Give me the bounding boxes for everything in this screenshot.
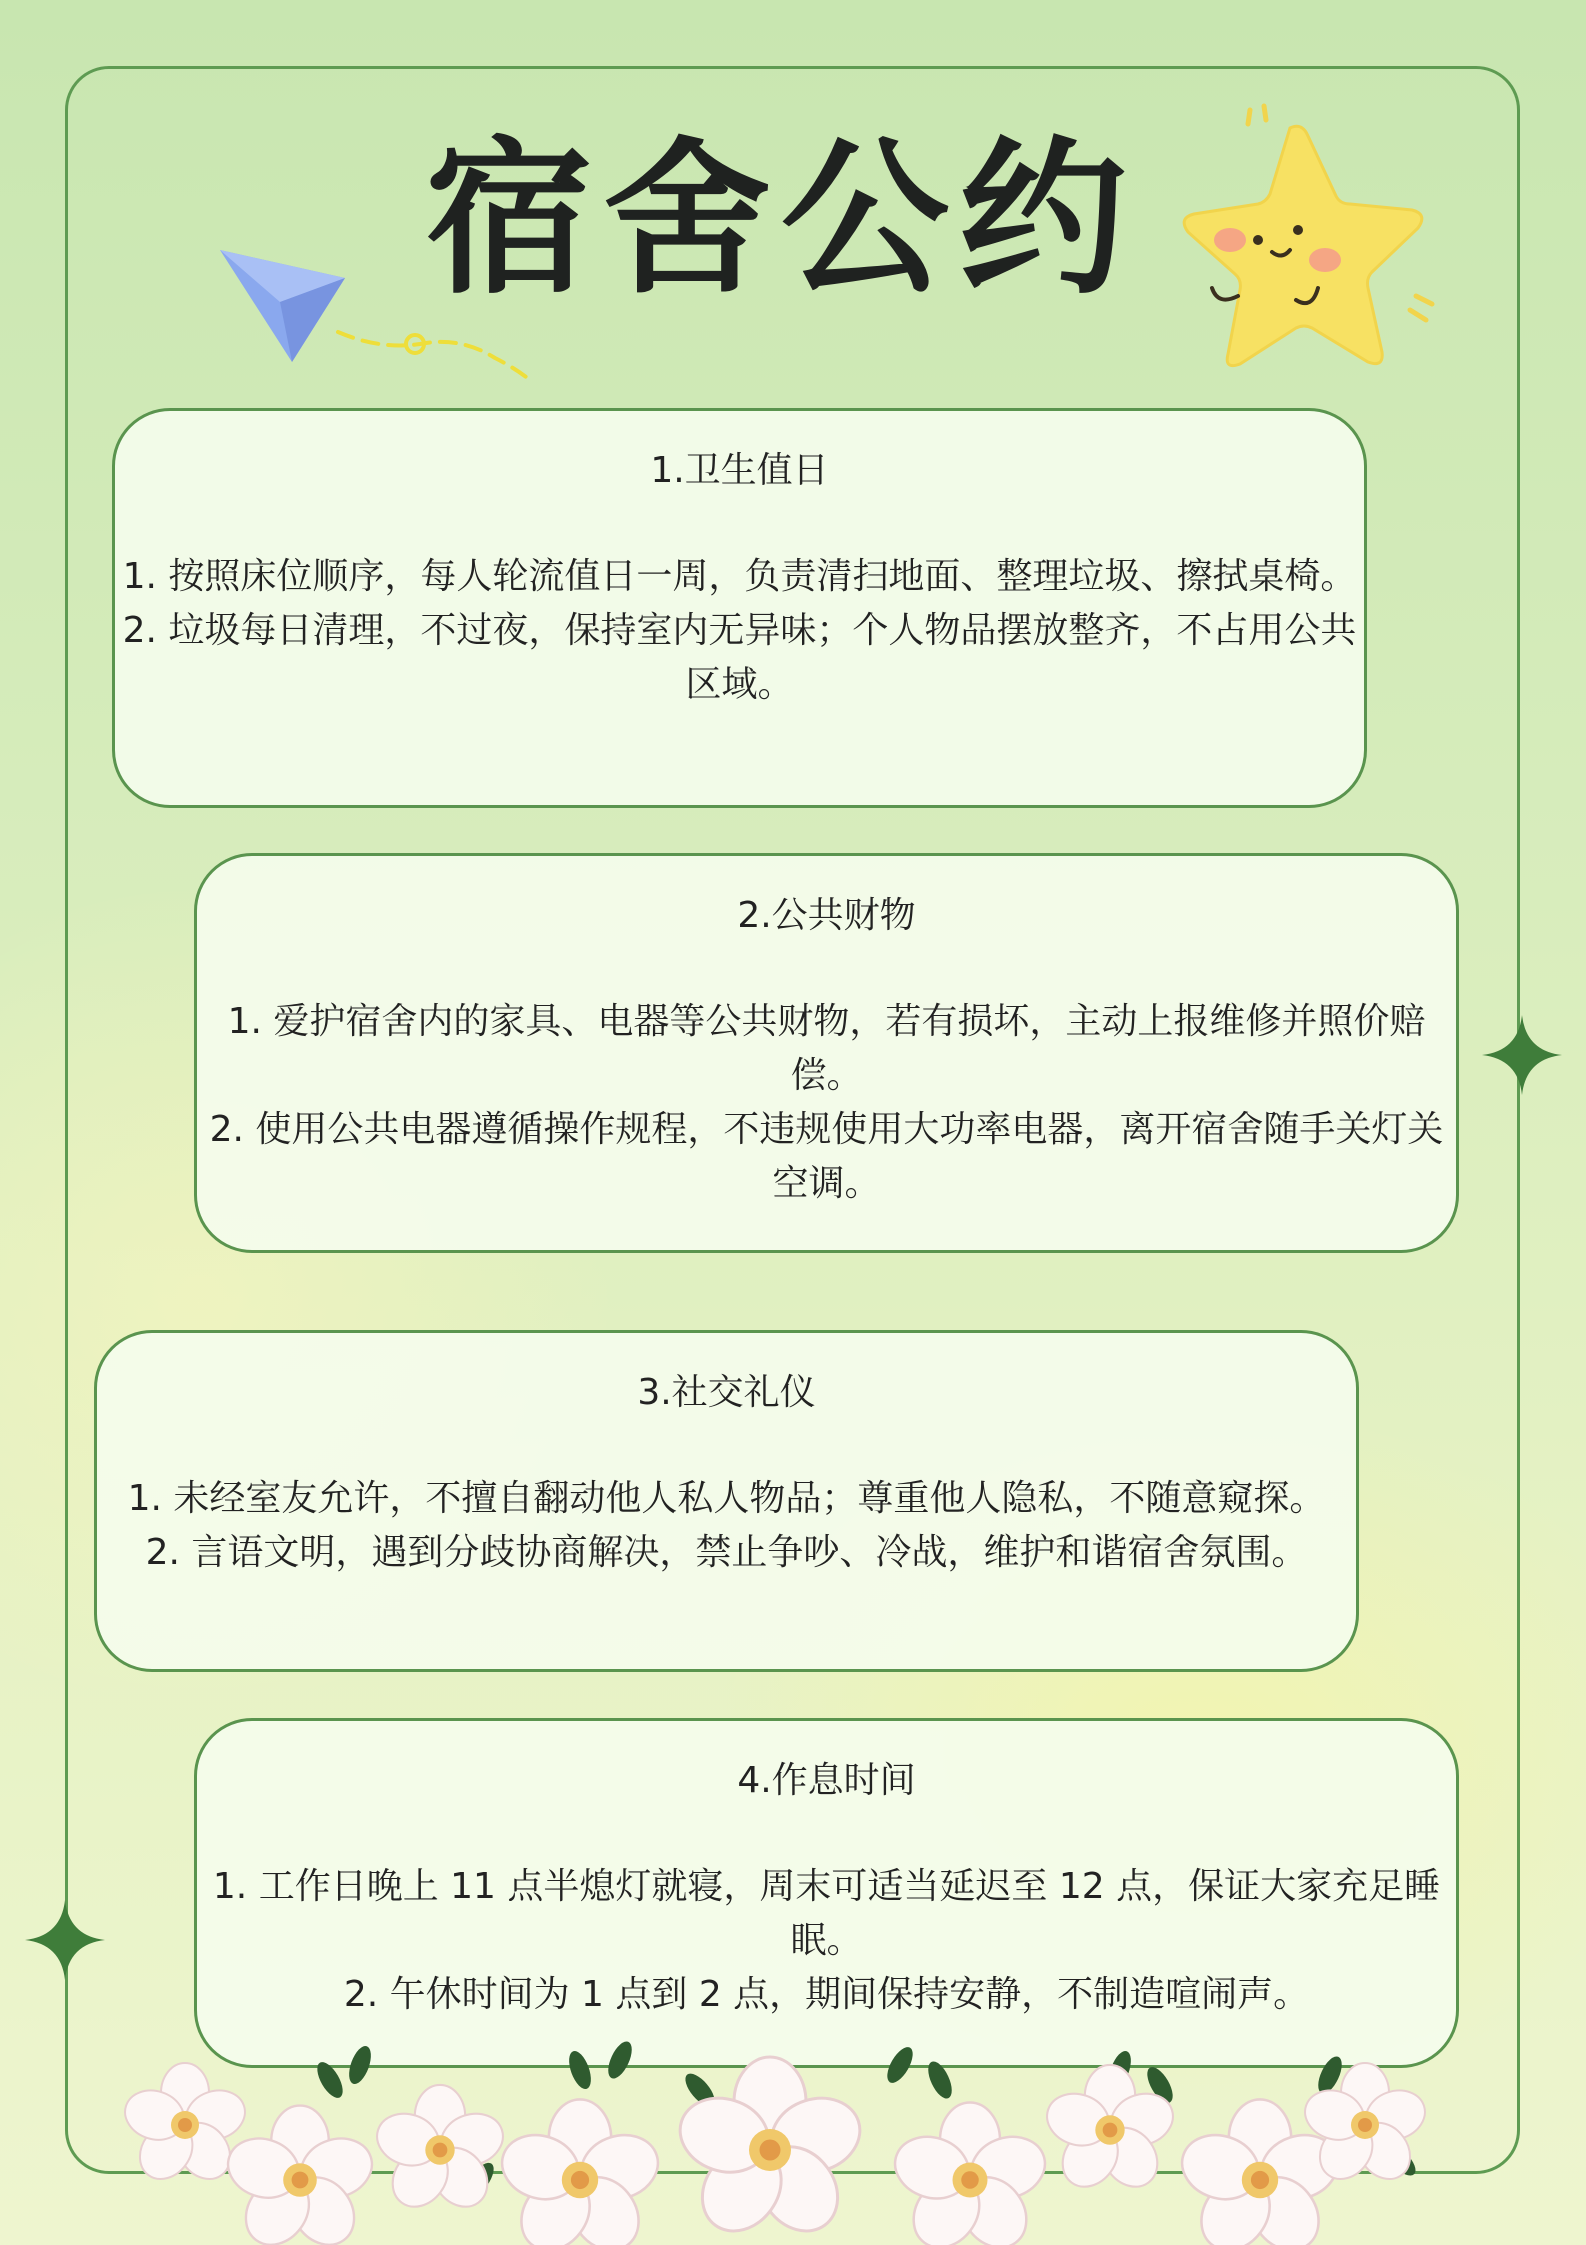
flower-icon	[494, 2099, 667, 2245]
sparkle-icon	[1482, 1015, 1562, 1095]
page-title: 宿舍公约	[425, 121, 1137, 317]
section-card-public-property	[194, 853, 1459, 1253]
rule-text: 1. 工作日晚上 11 点半熄灯就寝，周末可适当延迟至 12 点，保证大家充足睡眠。	[212, 1866, 1441, 1962]
rule-text: 2. 使用公共电器遵循操作规程，不违规使用大功率电器，离开宿舍随手关灯关空调。	[209, 1109, 1444, 1205]
sparkle-icon	[25, 1900, 105, 1980]
section-card-hygiene	[112, 408, 1367, 808]
flower-icon	[887, 2103, 1053, 2245]
section-heading: 4.作息时间	[737, 1760, 916, 1801]
section-card-schedule	[194, 1718, 1459, 2068]
rule-text: 2. 言语文明，遇到分歧协商解决，禁止争吵、冷战，维护和谐宿舍氛围。	[145, 1532, 1308, 1574]
flower-border	[0, 2040, 1586, 2245]
rule-text: 1. 未经室友允许，不擅自翻动他人私人物品；尊重他人隐私，不随意窥探。	[127, 1478, 1326, 1520]
section-heading: 3.社交礼仪	[637, 1372, 816, 1413]
section-heading: 1.卫生值日	[650, 450, 829, 491]
section-heading: 2.公共财物	[737, 895, 916, 936]
flower-icon	[220, 2106, 379, 2245]
section-card-social-etiquette	[94, 1330, 1359, 1672]
smiling-star-icon	[1140, 100, 1450, 400]
rule-text: 1. 按照床位顺序，每人轮流值日一周，负责清扫地面、整理垃圾、擦拭桌椅。	[122, 556, 1357, 598]
rule-text: 1. 爱护宿舍内的家具、电器等公共财物，若有损坏，主动上报维修并照价赔偿。	[227, 1001, 1426, 1097]
rule-text: 2. 垃圾每日清理，不过夜，保持室内无异味；个人物品摆放整齐，不占用公共区域。	[122, 610, 1357, 706]
rule-text: 2. 午休时间为 1 点到 2 点，期间保持安静，不制造喧闹声。	[343, 1974, 1310, 2016]
paper-plane-icon	[210, 240, 540, 390]
flower-icon	[370, 2085, 509, 2218]
